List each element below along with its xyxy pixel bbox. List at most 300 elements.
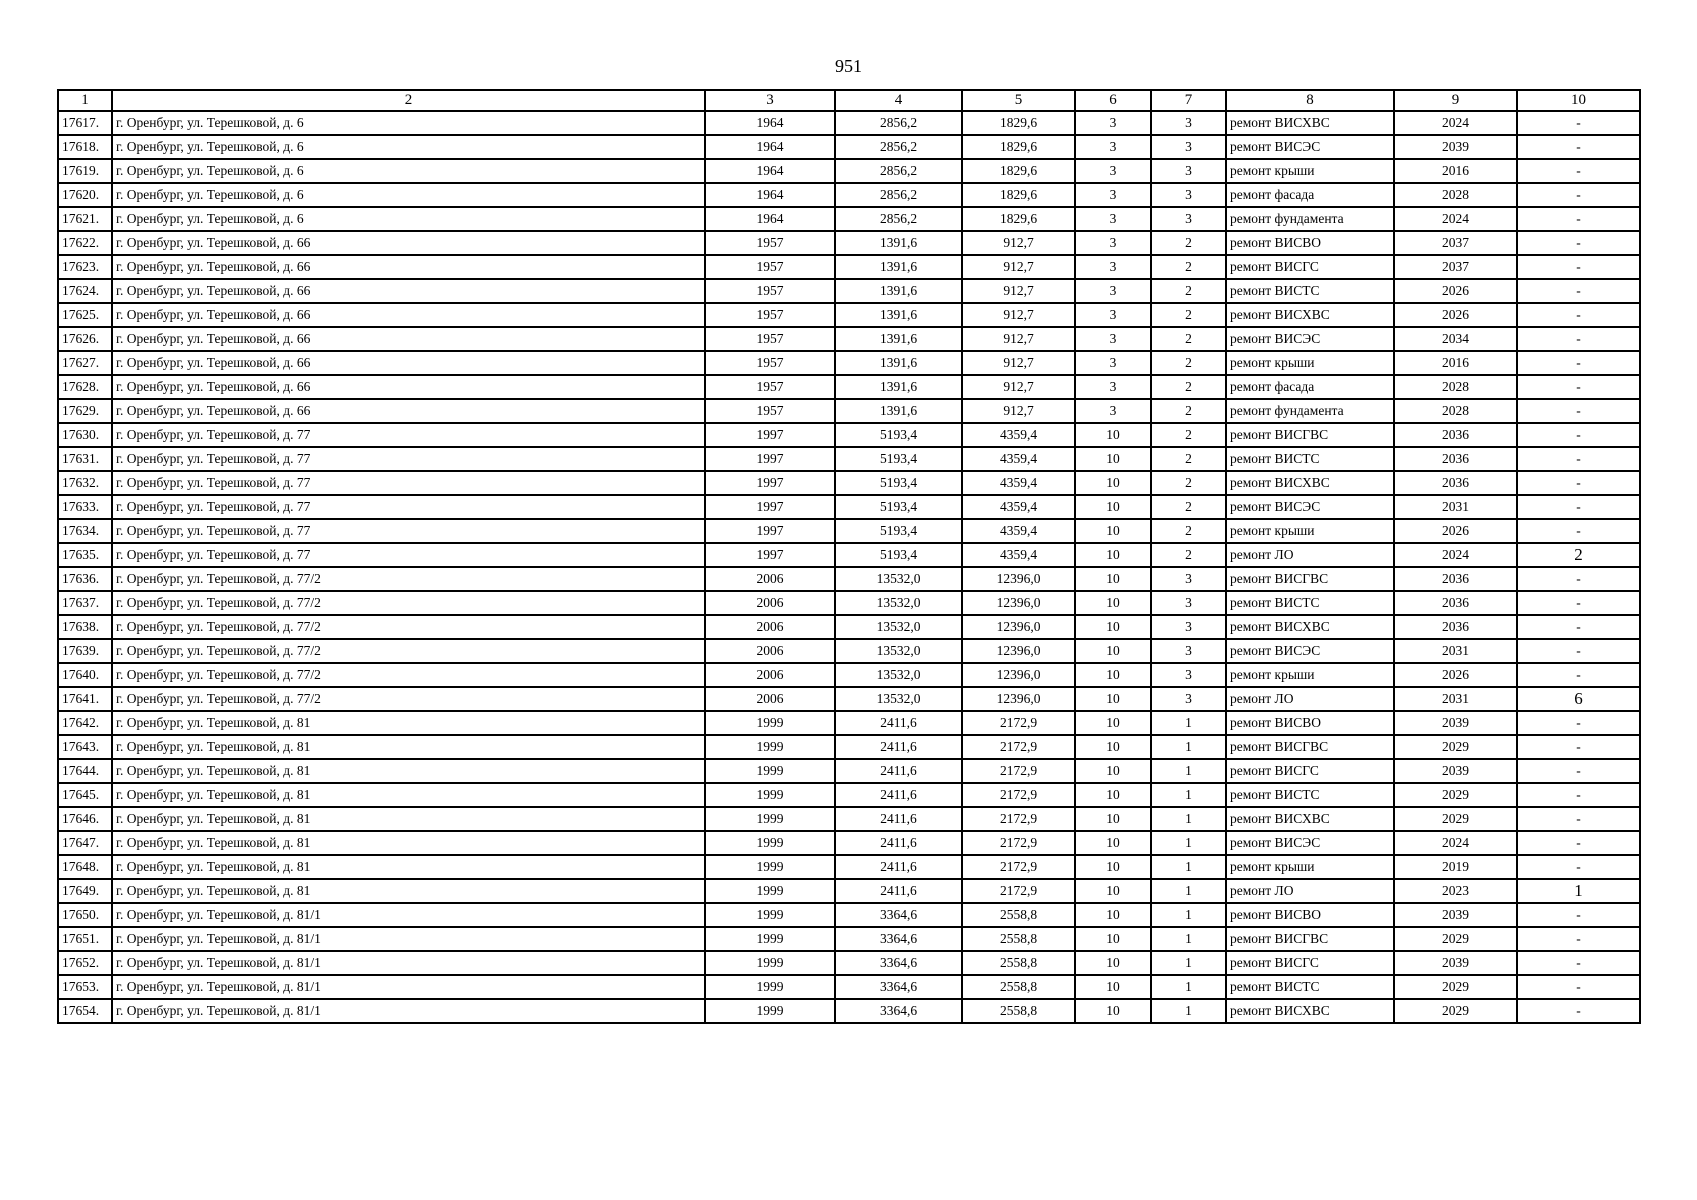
row-number-cell: 17637. <box>58 591 112 615</box>
plan-year-cell: 2034 <box>1394 327 1517 351</box>
row-number-cell: 17627. <box>58 351 112 375</box>
col10-cell: - <box>1517 471 1640 495</box>
entrances-cell: 3 <box>1151 135 1226 159</box>
col10-cell: - <box>1517 111 1640 135</box>
area-living-cell: 1829,6 <box>962 159 1075 183</box>
address-cell: г. Оренбург, ул. Терешковой, д. 77 <box>112 519 705 543</box>
entrances-cell: 1 <box>1151 735 1226 759</box>
area-living-cell: 1829,6 <box>962 135 1075 159</box>
col10-cell: - <box>1517 783 1640 807</box>
entrances-cell: 2 <box>1151 543 1226 567</box>
work-type-cell: ремонт ВИСВО <box>1226 711 1394 735</box>
plan-year-cell: 2037 <box>1394 255 1517 279</box>
entrances-cell: 3 <box>1151 159 1226 183</box>
work-type-cell: ремонт ВИСГС <box>1226 951 1394 975</box>
area-living-cell: 1829,6 <box>962 183 1075 207</box>
year-cell: 2006 <box>705 687 835 711</box>
floors-cell: 10 <box>1075 663 1151 687</box>
plan-year-cell: 2024 <box>1394 831 1517 855</box>
col10-cell: - <box>1517 447 1640 471</box>
col10-cell: - <box>1517 855 1640 879</box>
row-number-cell: 17617. <box>58 111 112 135</box>
area-living-cell: 1829,6 <box>962 207 1075 231</box>
year-cell: 1964 <box>705 159 835 183</box>
area-total-cell: 2411,6 <box>835 807 962 831</box>
area-living-cell: 12396,0 <box>962 687 1075 711</box>
table-row <box>58 351 1640 375</box>
address-cell: г. Оренбург, ул. Терешковой, д. 77 <box>112 495 705 519</box>
floors-cell: 3 <box>1075 183 1151 207</box>
area-total-cell: 13532,0 <box>835 615 962 639</box>
entrances-cell: 1 <box>1151 807 1226 831</box>
address-cell: г. Оренбург, ул. Терешковой, д. 6 <box>112 159 705 183</box>
table-row <box>58 567 1640 591</box>
year-cell: 2006 <box>705 663 835 687</box>
table-row <box>58 159 1640 183</box>
work-type-cell: ремонт крыши <box>1226 663 1394 687</box>
year-cell: 1997 <box>705 471 835 495</box>
floors-cell: 10 <box>1075 927 1151 951</box>
row-number-cell: 17629. <box>58 399 112 423</box>
table-row <box>58 711 1640 735</box>
year-cell: 2006 <box>705 615 835 639</box>
work-type-cell: ремонт ВИСЭС <box>1226 639 1394 663</box>
address-cell: г. Оренбург, ул. Терешковой, д. 81 <box>112 711 705 735</box>
row-number-cell: 17636. <box>58 567 112 591</box>
col10-cell: - <box>1517 759 1640 783</box>
row-number-cell: 17635. <box>58 543 112 567</box>
plan-year-cell: 2016 <box>1394 159 1517 183</box>
address-cell: г. Оренбург, ул. Терешковой, д. 77/2 <box>112 615 705 639</box>
plan-year-cell: 2031 <box>1394 687 1517 711</box>
area-living-cell: 2172,9 <box>962 831 1075 855</box>
year-cell: 2006 <box>705 567 835 591</box>
col10-cell: - <box>1517 999 1640 1023</box>
col10-cell: - <box>1517 615 1640 639</box>
floors-cell: 10 <box>1075 639 1151 663</box>
address-cell: г. Оренбург, ул. Терешковой, д. 66 <box>112 327 705 351</box>
row-number-cell: 17626. <box>58 327 112 351</box>
entrances-cell: 1 <box>1151 831 1226 855</box>
address-cell: г. Оренбург, ул. Терешковой, д. 77 <box>112 447 705 471</box>
table-row <box>58 639 1640 663</box>
work-type-cell: ремонт ВИСХВС <box>1226 807 1394 831</box>
table-row <box>58 231 1640 255</box>
year-cell: 1997 <box>705 519 835 543</box>
row-number-cell: 17653. <box>58 975 112 999</box>
col10-cell: - <box>1517 735 1640 759</box>
work-type-cell: ремонт ВИСВО <box>1226 231 1394 255</box>
area-total-cell: 13532,0 <box>835 687 962 711</box>
area-living-cell: 4359,4 <box>962 471 1075 495</box>
area-total-cell: 2411,6 <box>835 783 962 807</box>
area-total-cell: 3364,6 <box>835 951 962 975</box>
area-living-cell: 2172,9 <box>962 855 1075 879</box>
entrances-cell: 2 <box>1151 327 1226 351</box>
work-type-cell: ремонт крыши <box>1226 855 1394 879</box>
area-total-cell: 5193,4 <box>835 519 962 543</box>
entrances-cell: 2 <box>1151 399 1226 423</box>
area-living-cell: 912,7 <box>962 399 1075 423</box>
plan-year-cell: 2026 <box>1394 303 1517 327</box>
address-cell: г. Оренбург, ул. Терешковой, д. 77 <box>112 471 705 495</box>
area-living-cell: 912,7 <box>962 279 1075 303</box>
floors-cell: 10 <box>1075 831 1151 855</box>
col10-cell: - <box>1517 567 1640 591</box>
address-cell: г. Оренбург, ул. Терешковой, д. 6 <box>112 207 705 231</box>
col10-cell: - <box>1517 639 1640 663</box>
row-number-cell: 17624. <box>58 279 112 303</box>
entrances-cell: 1 <box>1151 951 1226 975</box>
address-cell: г. Оренбург, ул. Терешковой, д. 77 <box>112 543 705 567</box>
plan-year-cell: 2024 <box>1394 207 1517 231</box>
year-cell: 1999 <box>705 711 835 735</box>
plan-year-cell: 2039 <box>1394 135 1517 159</box>
floors-cell: 10 <box>1075 975 1151 999</box>
work-type-cell: ремонт ВИСГВС <box>1226 735 1394 759</box>
column-header: 3 <box>705 90 835 111</box>
table-body <box>58 90 1640 1023</box>
col10-cell: 6 <box>1517 687 1640 711</box>
plan-year-cell: 2036 <box>1394 423 1517 447</box>
floors-cell: 10 <box>1075 543 1151 567</box>
area-total-cell: 13532,0 <box>835 663 962 687</box>
work-type-cell: ремонт крыши <box>1226 519 1394 543</box>
plan-year-cell: 2037 <box>1394 231 1517 255</box>
year-cell: 1997 <box>705 423 835 447</box>
area-total-cell: 2411,6 <box>835 831 962 855</box>
column-header: 10 <box>1517 90 1640 111</box>
col10-cell: - <box>1517 807 1640 831</box>
row-number-cell: 17651. <box>58 927 112 951</box>
address-cell: г. Оренбург, ул. Терешковой, д. 81/1 <box>112 975 705 999</box>
floors-cell: 10 <box>1075 903 1151 927</box>
table-row <box>58 807 1640 831</box>
plan-year-cell: 2039 <box>1394 951 1517 975</box>
area-total-cell: 3364,6 <box>835 903 962 927</box>
row-number-cell: 17652. <box>58 951 112 975</box>
year-cell: 1999 <box>705 807 835 831</box>
area-living-cell: 12396,0 <box>962 663 1075 687</box>
plan-year-cell: 2036 <box>1394 567 1517 591</box>
col10-cell: - <box>1517 495 1640 519</box>
floors-cell: 10 <box>1075 567 1151 591</box>
entrances-cell: 2 <box>1151 375 1226 399</box>
work-type-cell: ремонт ВИСХВС <box>1226 111 1394 135</box>
year-cell: 1999 <box>705 831 835 855</box>
area-living-cell: 2172,9 <box>962 735 1075 759</box>
work-type-cell: ремонт ВИСТС <box>1226 447 1394 471</box>
floors-cell: 10 <box>1075 759 1151 783</box>
year-cell: 1964 <box>705 183 835 207</box>
work-type-cell: ремонт ВИСХВС <box>1226 303 1394 327</box>
plan-year-cell: 2028 <box>1394 183 1517 207</box>
area-total-cell: 3364,6 <box>835 999 962 1023</box>
table-row <box>58 759 1640 783</box>
floors-cell: 10 <box>1075 999 1151 1023</box>
area-total-cell: 5193,4 <box>835 495 962 519</box>
area-total-cell: 2411,6 <box>835 711 962 735</box>
entrances-cell: 2 <box>1151 423 1226 447</box>
year-cell: 1999 <box>705 975 835 999</box>
year-cell: 1957 <box>705 231 835 255</box>
row-number-cell: 17638. <box>58 615 112 639</box>
table-row <box>58 855 1640 879</box>
col10-cell: - <box>1517 351 1640 375</box>
area-total-cell: 2856,2 <box>835 183 962 207</box>
area-total-cell: 1391,6 <box>835 255 962 279</box>
year-cell: 1999 <box>705 735 835 759</box>
floors-cell: 10 <box>1075 807 1151 831</box>
row-number-cell: 17622. <box>58 231 112 255</box>
col10-cell: - <box>1517 159 1640 183</box>
area-living-cell: 12396,0 <box>962 591 1075 615</box>
row-number-cell: 17619. <box>58 159 112 183</box>
col10-cell: - <box>1517 591 1640 615</box>
table-row <box>58 519 1640 543</box>
col10-cell: - <box>1517 255 1640 279</box>
table-row <box>58 831 1640 855</box>
col10-cell: - <box>1517 903 1640 927</box>
year-cell: 1999 <box>705 855 835 879</box>
area-total-cell: 2856,2 <box>835 111 962 135</box>
row-number-cell: 17625. <box>58 303 112 327</box>
table-row <box>58 879 1640 903</box>
floors-cell: 10 <box>1075 711 1151 735</box>
area-total-cell: 3364,6 <box>835 975 962 999</box>
col10-cell: 1 <box>1517 879 1640 903</box>
address-cell: г. Оренбург, ул. Терешковой, д. 81 <box>112 735 705 759</box>
year-cell: 1997 <box>705 543 835 567</box>
row-number-cell: 17621. <box>58 207 112 231</box>
year-cell: 1999 <box>705 927 835 951</box>
area-living-cell: 2172,9 <box>962 879 1075 903</box>
work-type-cell: ремонт ВИСЭС <box>1226 327 1394 351</box>
area-living-cell: 912,7 <box>962 303 1075 327</box>
work-type-cell: ремонт фундамента <box>1226 207 1394 231</box>
area-total-cell: 5193,4 <box>835 423 962 447</box>
table-row <box>58 975 1640 999</box>
row-number-cell: 17649. <box>58 879 112 903</box>
area-living-cell: 12396,0 <box>962 615 1075 639</box>
entrances-cell: 1 <box>1151 855 1226 879</box>
row-number-cell: 17650. <box>58 903 112 927</box>
row-number-cell: 17639. <box>58 639 112 663</box>
entrances-cell: 1 <box>1151 783 1226 807</box>
area-living-cell: 1829,6 <box>962 111 1075 135</box>
col10-cell: - <box>1517 399 1640 423</box>
col10-cell: - <box>1517 375 1640 399</box>
plan-year-cell: 2029 <box>1394 999 1517 1023</box>
work-type-cell: ремонт ВИСГС <box>1226 255 1394 279</box>
area-total-cell: 2856,2 <box>835 135 962 159</box>
plan-year-cell: 2016 <box>1394 351 1517 375</box>
area-total-cell: 2411,6 <box>835 879 962 903</box>
area-total-cell: 5193,4 <box>835 447 962 471</box>
area-total-cell: 2411,6 <box>835 759 962 783</box>
address-cell: г. Оренбург, ул. Терешковой, д. 81 <box>112 807 705 831</box>
address-cell: г. Оренбург, ул. Терешковой, д. 66 <box>112 351 705 375</box>
plan-year-cell: 2029 <box>1394 975 1517 999</box>
entrances-cell: 3 <box>1151 663 1226 687</box>
area-living-cell: 2172,9 <box>962 759 1075 783</box>
year-cell: 1999 <box>705 903 835 927</box>
floors-cell: 10 <box>1075 855 1151 879</box>
area-total-cell: 1391,6 <box>835 279 962 303</box>
year-cell: 1964 <box>705 207 835 231</box>
plan-year-cell: 2026 <box>1394 663 1517 687</box>
work-type-cell: ремонт ЛО <box>1226 543 1394 567</box>
entrances-cell: 3 <box>1151 111 1226 135</box>
entrances-cell: 1 <box>1151 999 1226 1023</box>
entrances-cell: 3 <box>1151 591 1226 615</box>
area-total-cell: 1391,6 <box>835 375 962 399</box>
row-number-cell: 17644. <box>58 759 112 783</box>
year-cell: 2006 <box>705 639 835 663</box>
plan-year-cell: 2036 <box>1394 591 1517 615</box>
area-living-cell: 912,7 <box>962 327 1075 351</box>
entrances-cell: 3 <box>1151 615 1226 639</box>
address-cell: г. Оренбург, ул. Терешковой, д. 77/2 <box>112 687 705 711</box>
address-cell: г. Оренбург, ул. Терешковой, д. 66 <box>112 255 705 279</box>
table-row <box>58 135 1640 159</box>
area-total-cell: 2856,2 <box>835 159 962 183</box>
address-cell: г. Оренбург, ул. Терешковой, д. 81 <box>112 783 705 807</box>
entrances-cell: 2 <box>1151 303 1226 327</box>
col10-cell: - <box>1517 327 1640 351</box>
floors-cell: 3 <box>1075 327 1151 351</box>
work-type-cell: ремонт ВИСГС <box>1226 759 1394 783</box>
area-total-cell: 13532,0 <box>835 591 962 615</box>
entrances-cell: 3 <box>1151 207 1226 231</box>
col10-cell: - <box>1517 303 1640 327</box>
area-living-cell: 4359,4 <box>962 519 1075 543</box>
work-type-cell: ремонт крыши <box>1226 159 1394 183</box>
floors-cell: 3 <box>1075 207 1151 231</box>
col10-cell: - <box>1517 831 1640 855</box>
area-living-cell: 2558,8 <box>962 951 1075 975</box>
col10-cell: - <box>1517 927 1640 951</box>
entrances-cell: 2 <box>1151 495 1226 519</box>
entrances-cell: 2 <box>1151 519 1226 543</box>
work-type-cell: ремонт ВИСТС <box>1226 975 1394 999</box>
area-living-cell: 2172,9 <box>962 711 1075 735</box>
row-number-cell: 17628. <box>58 375 112 399</box>
plan-year-cell: 2039 <box>1394 903 1517 927</box>
row-number-cell: 17645. <box>58 783 112 807</box>
entrances-cell: 3 <box>1151 639 1226 663</box>
floors-cell: 10 <box>1075 615 1151 639</box>
work-type-cell: ремонт ВИСГВС <box>1226 927 1394 951</box>
area-total-cell: 13532,0 <box>835 639 962 663</box>
row-number-cell: 17632. <box>58 471 112 495</box>
row-number-cell: 17631. <box>58 447 112 471</box>
floors-cell: 3 <box>1075 303 1151 327</box>
work-type-cell: ремонт ВИСТС <box>1226 783 1394 807</box>
area-total-cell: 3364,6 <box>835 927 962 951</box>
year-cell: 1964 <box>705 111 835 135</box>
address-cell: г. Оренбург, ул. Терешковой, д. 66 <box>112 303 705 327</box>
plan-year-cell: 2023 <box>1394 879 1517 903</box>
data-table <box>57 89 1641 1024</box>
table-row <box>58 543 1640 567</box>
area-total-cell: 1391,6 <box>835 399 962 423</box>
work-type-cell: ремонт ВИСЭС <box>1226 135 1394 159</box>
table-row <box>58 183 1640 207</box>
address-cell: г. Оренбург, ул. Терешковой, д. 6 <box>112 135 705 159</box>
entrances-cell: 2 <box>1151 231 1226 255</box>
floors-cell: 10 <box>1075 783 1151 807</box>
address-cell: г. Оренбург, ул. Терешковой, д. 81 <box>112 831 705 855</box>
work-type-cell: ремонт ВИСХВС <box>1226 471 1394 495</box>
entrances-cell: 3 <box>1151 183 1226 207</box>
year-cell: 1997 <box>705 495 835 519</box>
table-row <box>58 783 1640 807</box>
table-row <box>58 999 1640 1023</box>
address-cell: г. Оренбург, ул. Терешковой, д. 66 <box>112 279 705 303</box>
entrances-cell: 3 <box>1151 567 1226 591</box>
address-cell: г. Оренбург, ул. Терешковой, д. 81 <box>112 879 705 903</box>
year-cell: 1999 <box>705 999 835 1023</box>
area-total-cell: 13532,0 <box>835 567 962 591</box>
table-row <box>58 495 1640 519</box>
floors-cell: 10 <box>1075 423 1151 447</box>
entrances-cell: 1 <box>1151 759 1226 783</box>
area-living-cell: 4359,4 <box>962 495 1075 519</box>
plan-year-cell: 2026 <box>1394 279 1517 303</box>
table-row <box>58 735 1640 759</box>
row-number-cell: 17642. <box>58 711 112 735</box>
floors-cell: 10 <box>1075 879 1151 903</box>
work-type-cell: ремонт ВИСЭС <box>1226 495 1394 519</box>
table-row <box>58 279 1640 303</box>
plan-year-cell: 2029 <box>1394 783 1517 807</box>
address-cell: г. Оренбург, ул. Терешковой, д. 66 <box>112 399 705 423</box>
year-cell: 1997 <box>705 447 835 471</box>
col10-cell: - <box>1517 975 1640 999</box>
address-cell: г. Оренбург, ул. Терешковой, д. 81/1 <box>112 927 705 951</box>
floors-cell: 3 <box>1075 231 1151 255</box>
col10-cell: - <box>1517 711 1640 735</box>
area-total-cell: 2411,6 <box>835 735 962 759</box>
area-living-cell: 12396,0 <box>962 567 1075 591</box>
plan-year-cell: 2019 <box>1394 855 1517 879</box>
area-living-cell: 2558,8 <box>962 999 1075 1023</box>
table-row <box>58 399 1640 423</box>
column-header: 4 <box>835 90 962 111</box>
entrances-cell: 1 <box>1151 975 1226 999</box>
area-total-cell: 2411,6 <box>835 855 962 879</box>
floors-cell: 10 <box>1075 591 1151 615</box>
address-cell: г. Оренбург, ул. Терешковой, д. 81/1 <box>112 999 705 1023</box>
year-cell: 1957 <box>705 375 835 399</box>
col10-cell: - <box>1517 135 1640 159</box>
work-type-cell: ремонт ВИСХВС <box>1226 999 1394 1023</box>
floors-cell: 3 <box>1075 279 1151 303</box>
table-row <box>58 663 1640 687</box>
floors-cell: 10 <box>1075 495 1151 519</box>
floors-cell: 10 <box>1075 447 1151 471</box>
table-row <box>58 375 1640 399</box>
address-cell: г. Оренбург, ул. Терешковой, д. 77 <box>112 423 705 447</box>
table-row <box>58 111 1640 135</box>
column-header: 9 <box>1394 90 1517 111</box>
entrances-cell: 1 <box>1151 903 1226 927</box>
row-number-cell: 17654. <box>58 999 112 1023</box>
plan-year-cell: 2029 <box>1394 807 1517 831</box>
year-cell: 1957 <box>705 279 835 303</box>
address-cell: г. Оренбург, ул. Терешковой, д. 77/2 <box>112 639 705 663</box>
